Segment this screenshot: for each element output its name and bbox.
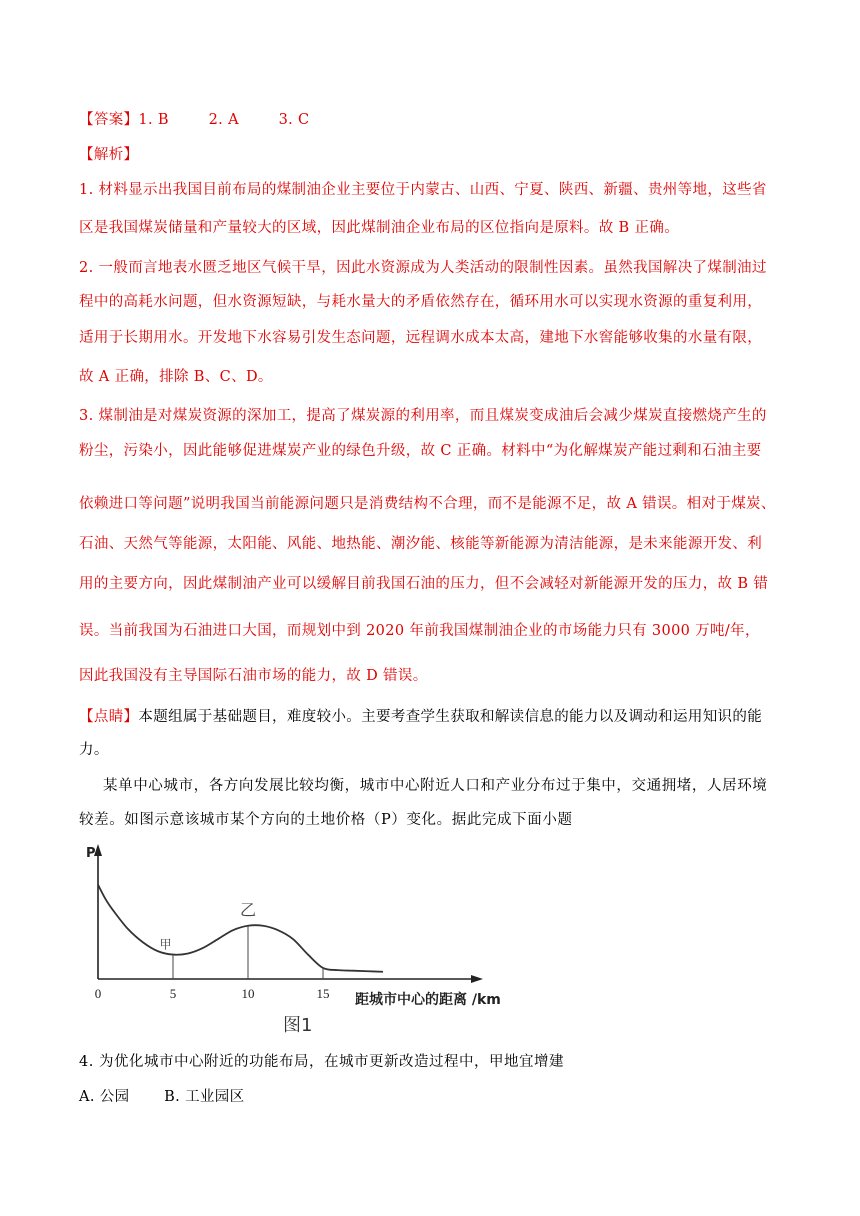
question-stem: 4. 为优化城市中心附近的功能布局，在城市更新改造过程中，甲地宜增建 xyxy=(79,1054,564,1070)
analysis-label: 【解析】 xyxy=(79,147,139,163)
p2-line-3: 适用于长期用水。开发地下水容易引发生态问题，远程调水成本太高，建地下水窖能够收集的水量有限， xyxy=(79,330,763,346)
x-axis-label: 距城市中心的距离 /km xyxy=(355,992,501,1008)
p3-line-4: 石油、天然气等能源，太阳能、风能、地热能、潮汐能、核能等新能源为清洁能源，是未来能源开发、利 xyxy=(79,536,763,552)
chart-marks xyxy=(98,885,383,979)
p3-line-5: 用的主要方向，因此煤制油产业可以缓解目前我国石油的压力，但不会减轻对新能源开发的压力，故 B 错 xyxy=(79,576,769,592)
p3-line-7: 因此我国没有主导国际石油市场的能力，故 D 错误。 xyxy=(79,668,428,684)
x-tick-label: 5 xyxy=(169,986,177,1001)
comment-label: 【点睛】 xyxy=(79,709,139,725)
x-tick-label: 10 xyxy=(241,986,255,1001)
p3-line-2: 粉尘，污染小，因此能够促进煤炭产业的绿色升级，故 C 正确。材料中“为化解煤炭产能过剩和石油主要 xyxy=(79,443,762,459)
p2-line-2: 程中的高耗水问题，但水资源短缺，与耗水量大的矛盾依然存在，循环用水可以实现水资源的重复利用， xyxy=(79,294,763,310)
comment-line-2: 力。 xyxy=(79,742,109,758)
chart-labels xyxy=(86,846,501,1036)
intro-line-2: 较差。如图示意该城市某个方向的土地价格（P）变化。据此完成下面小题 xyxy=(79,812,573,828)
land-price-figure xyxy=(70,838,530,1042)
p2-line-1: 2. 一般而言地表水匮乏地区气候干旱，因此水资源成为人类活动的限制性因素。虽然我国解决了煤制油过 xyxy=(79,260,767,276)
p1-line-1: 1. 材料显示出我国目前布局的煤制油企业主要位于内蒙古、山西、宁夏、陕西、新疆、贵州等地，这些省 xyxy=(79,182,767,198)
figure-caption: 图1 xyxy=(283,1015,313,1036)
answer-label: 【答案】 xyxy=(79,112,139,128)
annotation-label: 甲 xyxy=(159,937,172,952)
p3-line-1: 3. 煤制油是对煤炭资源的深加工，提高了煤炭源的利用率，而且煤炭变成油后会减少煤炭直接燃烧产生的 xyxy=(79,408,767,424)
p2-line-4: 故 A 正确，排除 B、C、D。 xyxy=(79,369,273,385)
question-options: A. 公园 B. 工业园区 xyxy=(79,1089,245,1105)
x-tick-label: 0 xyxy=(94,986,102,1001)
land-price-chart xyxy=(70,838,530,1038)
p3-line-3: 依赖进口等问题”说明我国当前能源问题只是消费结构不合理，而不是能源不足，故 A 错误。相对于煤炭、 xyxy=(79,496,776,512)
chart-axes xyxy=(94,844,483,983)
answer-line xyxy=(79,110,310,130)
comment-text-1: 本题组属于基础题目，难度较小。主要考查学生获取和解读信息的能力以及调动和运用知识的能 xyxy=(138,709,763,725)
annotation-label: 乙 xyxy=(239,900,257,920)
p1-line-2: 区是我国煤炭储量和产量较大的区域，因此煤制油企业布局的区位指向是原料。故 B 正确。 xyxy=(79,220,680,236)
p3-line-6: 误。当前我国为石油进口大国，而规划中到 2020 年前我国煤制油企业的市场能力只有 3000 万吨/年， xyxy=(79,623,760,639)
x-tick-label: 15 xyxy=(316,986,330,1001)
comment-line-1 xyxy=(79,707,762,727)
x-axis-arrow xyxy=(471,975,483,983)
answer-values: 1. B 2. A 3. C xyxy=(138,112,310,128)
intro-line-1: 某单中心城市，各方向发展比较均衡，城市中心附近人口和产业分布过于集中，交通拥堵，人居环境 xyxy=(103,778,768,794)
y-axis-label: P xyxy=(86,846,96,861)
land-price-curve xyxy=(98,885,383,972)
